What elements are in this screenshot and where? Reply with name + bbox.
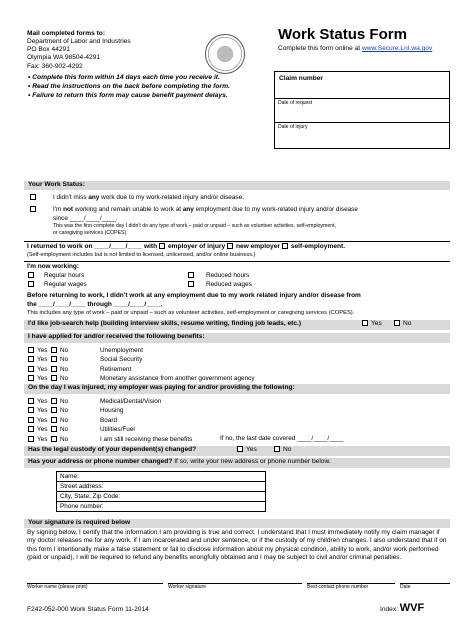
address-question-note: If so, write your new address or phone number below. <box>172 458 331 465</box>
last-date-field[interactable]: ____/____/____ <box>297 434 344 442</box>
work-status-heading: Your Work Status: <box>24 181 450 190</box>
benefit-row[interactable]: Yes No <box>28 374 68 383</box>
claim-number-label: Claim number <box>279 75 323 82</box>
benefits-yes-no <box>28 346 68 384</box>
online-note <box>278 45 432 53</box>
injury-row[interactable]: Yes No <box>28 435 68 444</box>
reduced-wages-option[interactable]: Reduced wages <box>188 281 252 288</box>
online-link[interactable]: www.Secure.LnI.wa.gov <box>361 45 433 52</box>
checkbox[interactable] <box>28 426 34 432</box>
job-help-yes[interactable]: Yes <box>362 320 382 328</box>
checkbox[interactable] <box>28 375 34 381</box>
form-id: F242-052-000 Work Status Form 11-2014 <box>27 606 149 613</box>
date-of-injury-field[interactable]: Date of injury <box>275 122 449 150</box>
address-question: Has your address or phone number changed? <box>28 458 173 465</box>
mail-line: PO Box 44291 <box>27 46 70 54</box>
checkbox[interactable] <box>51 426 57 432</box>
checkbox[interactable] <box>188 281 194 287</box>
best-phone-line[interactable]: Best contact phone number <box>307 583 395 591</box>
reduced-hours-option[interactable]: Reduced hours <box>188 272 249 279</box>
returned-to-work-line: I returned to work on ____/____/____ with employer of injury new employer self-employment. <box>27 243 346 250</box>
injury-row[interactable]: Yes No <box>28 397 68 406</box>
checkbox[interactable] <box>28 281 34 287</box>
first-day-note: This was the first complete day I didn't do any type of work – paid or unpaid – such as volunteer activities, self-employment, <box>53 223 336 229</box>
checkbox[interactable] <box>30 194 36 200</box>
checkbox-self-employment[interactable] <box>282 243 288 249</box>
benefit-label: Monetary assistance from another government agency <box>100 375 255 383</box>
bullet-item: • Failure to return this form may cause benefit payment delays. <box>28 92 228 100</box>
instruction-bullets <box>28 73 230 100</box>
name-field[interactable]: Name: <box>57 472 266 482</box>
state-seal-icon <box>205 34 245 74</box>
since-date-field[interactable]: ____/____/____. <box>69 215 118 222</box>
checkbox[interactable] <box>28 398 34 404</box>
benefit-row[interactable]: Yes No <box>28 346 68 355</box>
before-returning-note: This includes any type of work – paid or unpaid – such as volunteer activities, self-employment or caregiving services (COPES). <box>27 310 355 316</box>
form-title: Work Status Form <box>278 26 407 43</box>
address-table <box>56 471 266 512</box>
custody-question: Has the legal custody of your dependent(s) changed? <box>28 446 197 453</box>
checkbox[interactable] <box>237 446 243 452</box>
injury-label: Housing <box>100 407 124 415</box>
claim-box <box>274 71 450 149</box>
self-employment-note: (Self-employment includes but is not limited to licensed, unlicensed, and/or online business.) <box>27 252 256 258</box>
before-returning-dates[interactable]: the ____/____/____ through ____/____/____. <box>27 301 163 308</box>
phone-field[interactable]: Phone number: <box>57 502 266 512</box>
checkbox-new-employer[interactable] <box>227 243 233 249</box>
checkbox[interactable] <box>28 436 34 442</box>
last-date-covered: If no, the last date covered ____/____/____ <box>220 434 344 442</box>
return-date-field[interactable]: ____/____/____ <box>94 243 143 250</box>
checkbox[interactable] <box>51 436 57 442</box>
address-band <box>24 458 450 468</box>
injury-label: Board <box>100 416 118 424</box>
street-field[interactable]: Street address: <box>57 482 266 492</box>
mail-line: Fax: 360-902-4292 <box>27 62 83 70</box>
checkbox[interactable] <box>51 417 57 423</box>
city-field[interactable]: City, State, Zip Code: <box>57 492 266 502</box>
injury-row[interactable]: Yes No <box>28 425 68 434</box>
option-not-working[interactable]: I'm not working and remain unable to work at any employment due to my work-related injury and/or disease <box>30 206 358 213</box>
date-line[interactable]: Date <box>400 583 450 591</box>
mail-line: Department of Labor and Industries <box>27 38 131 45</box>
injury-label: Medical/Dental/Vision <box>100 398 162 405</box>
mail-title: Mail completed forms to: <box>27 30 106 37</box>
injury-label: Utilities/Fuel <box>100 426 135 434</box>
bullet-item: • Complete this form within 14 days each time you receive it. <box>28 74 220 81</box>
mail-address <box>27 38 131 71</box>
job-help-question: I'd like job-search help (building interview skills, resume writing, finding job leads, etc.) <box>28 320 302 327</box>
injury-day-heading: On the day I was injured, my employer was paying for and/or providing the following: <box>24 384 450 394</box>
benefit-label: Unemployment <box>100 347 143 354</box>
before-returning-line: Before returning to work, I didn't work at any employment due to my work related injury and/or disease from <box>27 292 361 299</box>
certification-text: By signing below, I certify that the information I am providing is true and correct. I understand that I must immediately notify my claim manager if my doctor releases me for any work, if I am incarcerated and under sentence, or if the custody of my children changes. I also understand that if on this form I intentionally make a false statement or fail to disclose information about my physical condition, ability to work, and/or work performed (paid or unpaid), I will be required to refund any benefits wrongfully obtained and I may be subject to civil and/or criminal penalties. <box>27 529 447 561</box>
custody-no[interactable]: No <box>274 446 291 454</box>
checkbox[interactable] <box>28 356 34 362</box>
benefit-label: Retirement <box>100 365 132 373</box>
bullet-item: • Read the instructions on the back before completing the form. <box>28 83 230 91</box>
benefit-label: Social Security <box>100 356 143 364</box>
custody-band <box>24 446 450 456</box>
checkbox[interactable] <box>274 446 280 452</box>
option-no-missed-work[interactable]: I didn't miss any work due to my work-related injury and/or disease. <box>30 194 244 201</box>
since-line: since ____/____/____. <box>53 215 118 222</box>
checkbox[interactable] <box>51 366 57 372</box>
benefits-list <box>100 346 255 384</box>
checkbox[interactable] <box>28 417 34 423</box>
job-help-band <box>24 320 450 330</box>
benefit-row[interactable]: Yes No <box>28 365 68 374</box>
signature-heading: Your signature is required below <box>24 519 450 528</box>
benefits-heading: I have applied for and/or received the following benefits: <box>24 333 450 343</box>
first-day-note-2: or caregiving services (COPES). <box>53 230 128 236</box>
injury-row[interactable]: Yes No <box>28 416 68 425</box>
checkbox-employer-of-injury[interactable] <box>159 243 165 249</box>
worker-name-line[interactable]: Worker name (please print) <box>27 583 163 591</box>
injury-row[interactable]: Yes No <box>28 406 68 415</box>
custody-yes[interactable]: Yes <box>237 446 257 454</box>
checkbox[interactable] <box>362 320 368 326</box>
checkbox[interactable] <box>28 366 34 372</box>
checkbox[interactable] <box>28 347 34 353</box>
checkbox[interactable] <box>188 272 194 278</box>
mail-line: Olympia WA 98504-4291 <box>27 54 101 62</box>
online-prefix: Complete this form online at <box>278 45 362 52</box>
checkbox[interactable] <box>51 356 57 362</box>
now-working-label: I'm now working: <box>27 263 79 270</box>
checkbox[interactable] <box>51 398 57 404</box>
checkbox[interactable] <box>28 407 34 413</box>
checkbox[interactable] <box>51 375 57 381</box>
benefit-row[interactable]: Yes No <box>28 355 68 364</box>
index-code: Index: WVF <box>380 602 425 614</box>
checkbox[interactable] <box>28 272 34 278</box>
date-of-request-field[interactable]: Date of request <box>275 98 449 122</box>
checkbox[interactable] <box>51 407 57 413</box>
regular-hours-option[interactable]: Regular hours <box>28 272 84 279</box>
injury-label: I am still receiving these benefits <box>100 435 193 443</box>
checkbox[interactable] <box>51 347 57 353</box>
regular-wages-option[interactable]: Regular wages <box>28 281 87 288</box>
injury-yes-no <box>28 397 68 444</box>
injury-list <box>100 397 192 444</box>
worker-signature-line[interactable]: Worker signature <box>168 583 302 591</box>
job-help-no[interactable]: No <box>394 320 411 328</box>
checkbox[interactable] <box>30 206 36 212</box>
checkbox[interactable] <box>394 320 400 326</box>
